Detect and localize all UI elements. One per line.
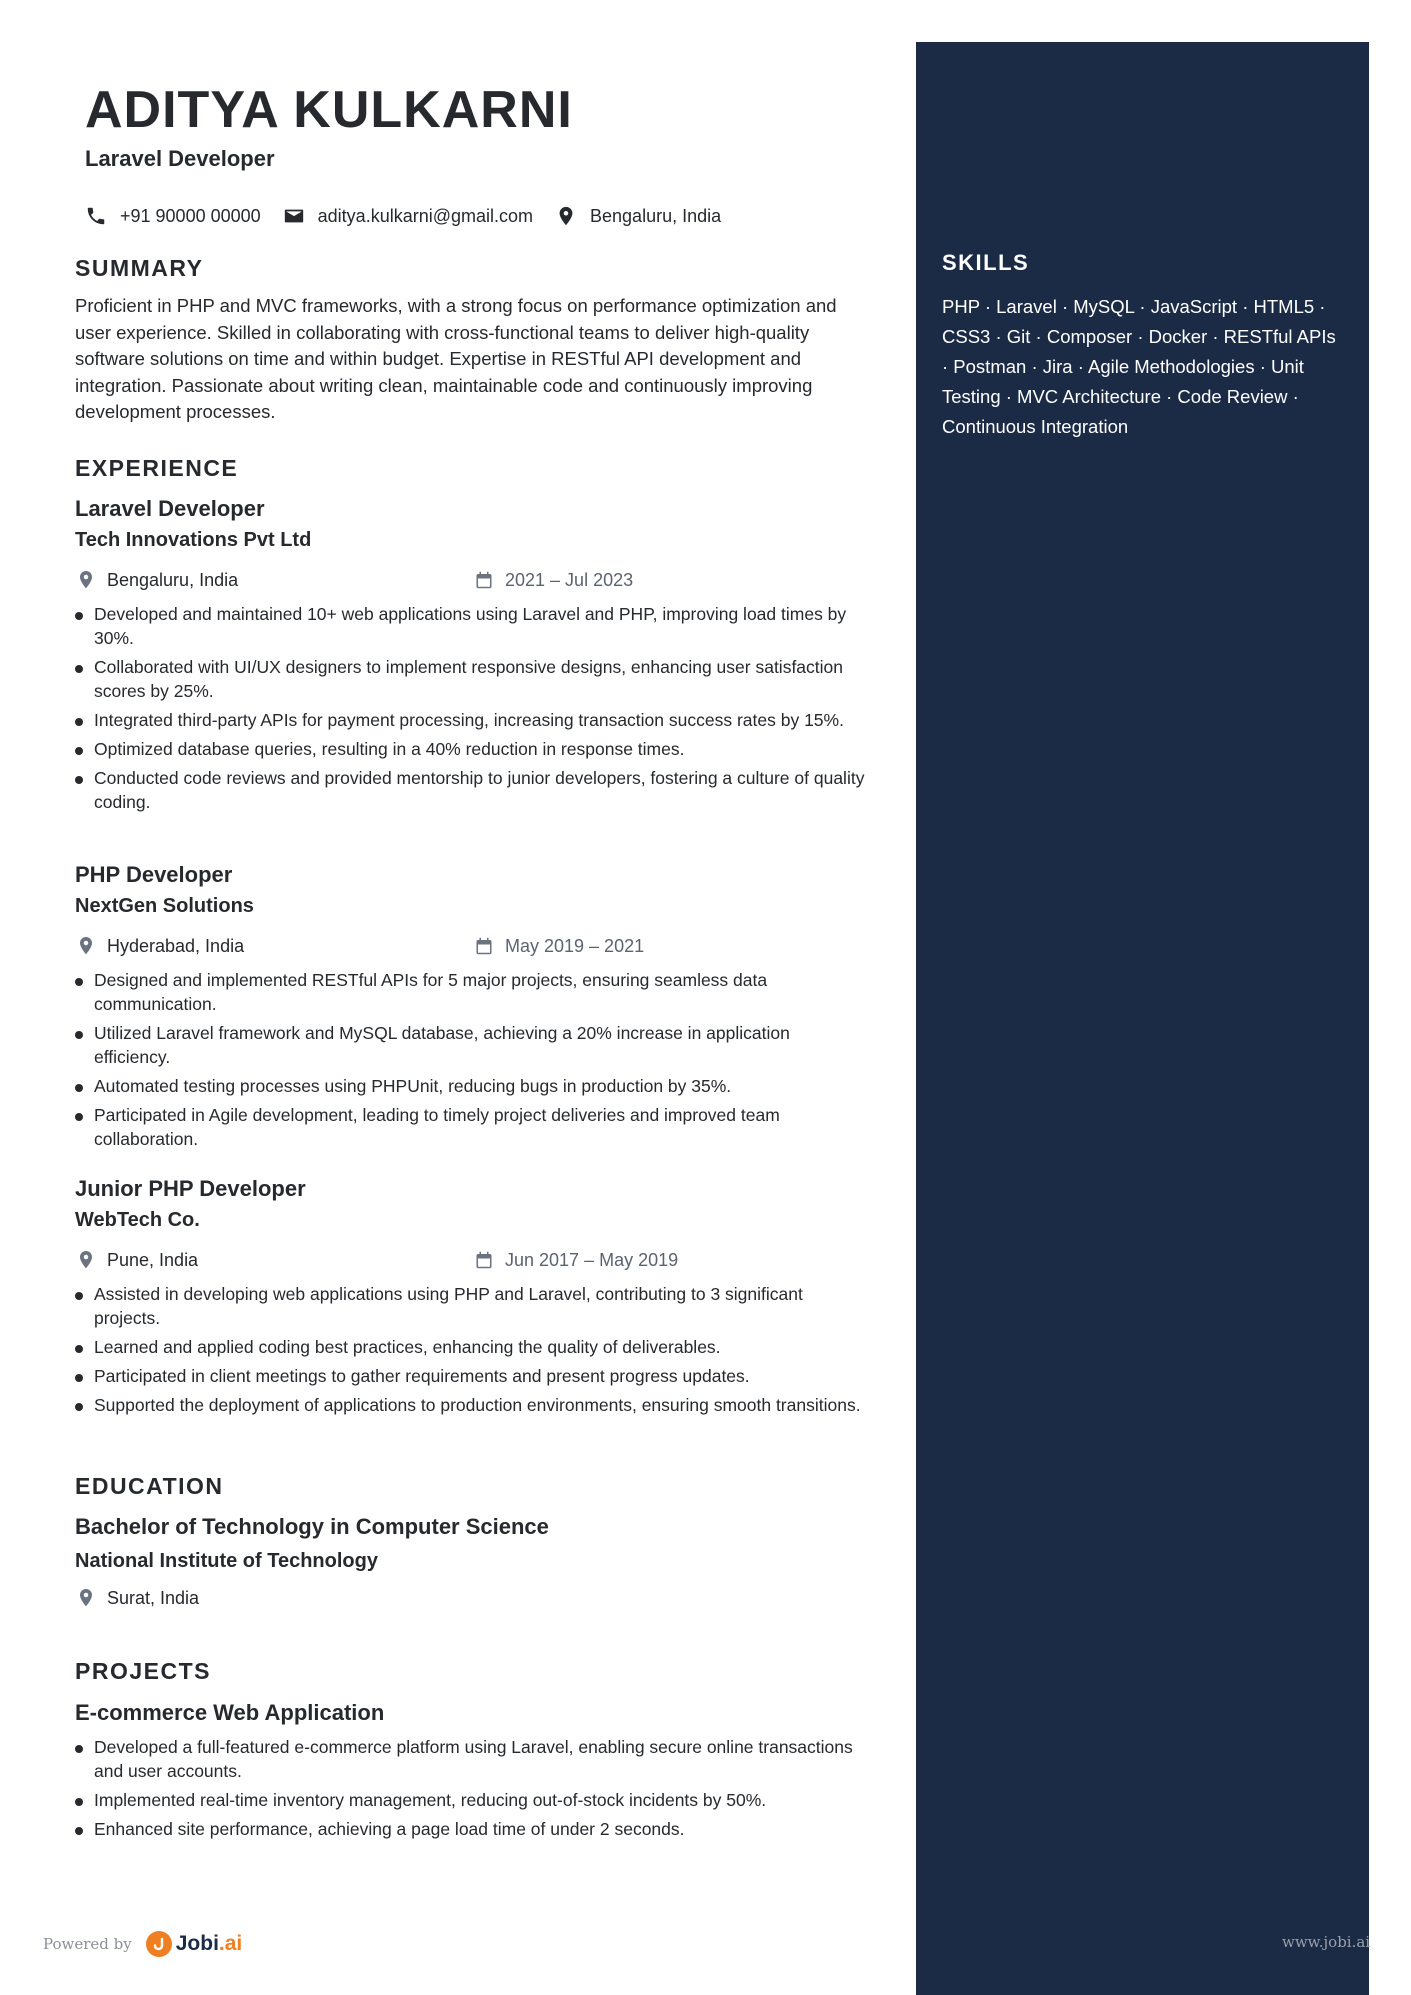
map-pin-icon [555, 205, 577, 227]
list-item: Utilized Laravel framework and MySQL database, achieving a 20% increase in application efficiency. [75, 1021, 865, 1069]
job-title: PHP Developer [75, 862, 233, 887]
projects-heading: PROJECTS [75, 1658, 211, 1684]
summary-text: Proficient in PHP and MVC frameworks, with a strong focus on performance optimization and user experience. Skilled in collaborating with cross-functional teams to deliver high-quality software solutions on time and within budget. Expertise in RESTful API development and integration. Passionate about writing clean, maintainable code and continuously improving development processes. [75, 295, 837, 422]
sidebar [916, 42, 1369, 1995]
list-item: Enhanced site performance, achieving a page load time of under 2 seconds. [75, 1817, 865, 1841]
map-pin-icon [77, 1588, 95, 1608]
job-title: Junior PHP Developer [75, 1176, 306, 1201]
map-pin-icon [77, 570, 95, 590]
contact-location [555, 205, 721, 227]
job-dates [475, 1248, 678, 1272]
jobi-logo-icon [146, 1931, 172, 1957]
map-pin-icon [77, 936, 95, 956]
list-item: Collaborated with UI/UX designers to implement responsive designs, enhancing user satisfaction scores by 25%. [75, 655, 865, 703]
phone-text: +91 90000 00000 [120, 205, 261, 226]
job-location [77, 1248, 198, 1272]
map-pin-icon [77, 1250, 95, 1270]
list-item: Assisted in developing web applications using PHP and Laravel, contributing to 3 significant projects. [75, 1282, 865, 1330]
list-item: Supported the deployment of applications to production environments, ensuring smooth transitions. [75, 1393, 865, 1417]
candidate-name: ADITYA KULKARNI [85, 81, 573, 139]
contact-row [85, 203, 743, 229]
job-bullets [75, 968, 865, 1156]
job-company: WebTech Co. [75, 1209, 200, 1231]
skills-heading: SKILLS [942, 250, 1030, 275]
jobi-logo-text: Jobi.ai [175, 1932, 243, 1955]
education-school: National Institute of Technology [75, 1550, 378, 1572]
job-title: Laravel Developer [75, 496, 265, 521]
project-bullets [75, 1735, 865, 1846]
location-text: Bengaluru, India [590, 205, 722, 226]
candidate-title: Laravel Developer [85, 146, 275, 171]
powered-by-text: Powered by [43, 1935, 132, 1953]
job-dates [475, 934, 644, 958]
list-item: Designed and implemented RESTful APIs for 5 major projects, ensuring seamless data communication. [75, 968, 865, 1016]
job-company: Tech Innovations Pvt Ltd [75, 529, 312, 551]
jobi-logo[interactable] [146, 1931, 243, 1957]
calendar-icon [475, 936, 493, 956]
list-item: Developed a full-featured e-commerce platform using Laravel, enabling secure online transactions and user accounts. [75, 1735, 865, 1783]
job-dates-text: May 2019 – 2021 [505, 935, 645, 956]
email-text: aditya.kulkarni@gmail.com [317, 205, 534, 226]
list-item: Implemented real-time inventory management, reducing out-of-stock incidents by 50%. [75, 1788, 865, 1812]
footer-url[interactable]: www.jobi.ai [1282, 1933, 1371, 1951]
job-dates [475, 568, 633, 592]
job-dates-text: 2021 – Jul 2023 [505, 569, 634, 590]
experience-heading: EXPERIENCE [75, 455, 239, 481]
job-location-text: Bengaluru, India [107, 569, 239, 590]
calendar-icon [475, 570, 493, 590]
list-item: Integrated third-party APIs for payment processing, increasing transaction success rates by 15%. [75, 708, 865, 732]
skills-list: PHP · Laravel · MySQL · JavaScript · HTML5 · CSS3 · Git · Composer · Docker · RESTful APIs · Postman · Jira · Agile Methodologies · Unit Testing · MVC Architecture · Code Review · Continuous Integration [942, 296, 1336, 437]
summary-heading: SUMMARY [75, 255, 204, 281]
list-item: Optimized database queries, resulting in a 40% reduction in response times. [75, 737, 865, 761]
education-location [77, 1586, 199, 1610]
job-location [77, 934, 244, 958]
contact-email[interactable] [283, 205, 533, 227]
list-item: Developed and maintained 10+ web applications using Laravel and PHP, improving load times by 30%. [75, 602, 865, 650]
list-item: Automated testing processes using PHPUnit, reducing bugs in production by 35%. [75, 1074, 865, 1098]
education-degree: Bachelor of Technology in Computer Science [75, 1514, 549, 1539]
phone-icon [85, 205, 107, 227]
job-location [77, 568, 238, 592]
list-item: Participated in Agile development, leading to timely project deliveries and improved team collaboration. [75, 1103, 865, 1151]
list-item: Learned and applied coding best practices, enhancing the quality of deliverables. [75, 1335, 865, 1359]
footer-brand [43, 1931, 242, 1957]
calendar-icon [475, 1250, 493, 1270]
job-bullets [75, 1282, 865, 1422]
job-dates-text: Jun 2017 – May 2019 [505, 1249, 679, 1270]
contact-phone[interactable] [85, 205, 261, 227]
job-location-text: Hyderabad, India [107, 935, 245, 956]
envelope-icon [283, 205, 305, 227]
list-item: Conducted code reviews and provided mentorship to junior developers, fostering a culture of quality coding. [75, 766, 865, 814]
project-title: E-commerce Web Application [75, 1700, 385, 1725]
job-bullets [75, 602, 865, 819]
list-item: Participated in client meetings to gather requirements and present progress updates. [75, 1364, 865, 1388]
education-location-text: Surat, India [107, 1587, 200, 1608]
job-location-text: Pune, India [107, 1249, 199, 1270]
job-company: NextGen Solutions [75, 895, 254, 917]
education-heading: EDUCATION [75, 1473, 224, 1499]
